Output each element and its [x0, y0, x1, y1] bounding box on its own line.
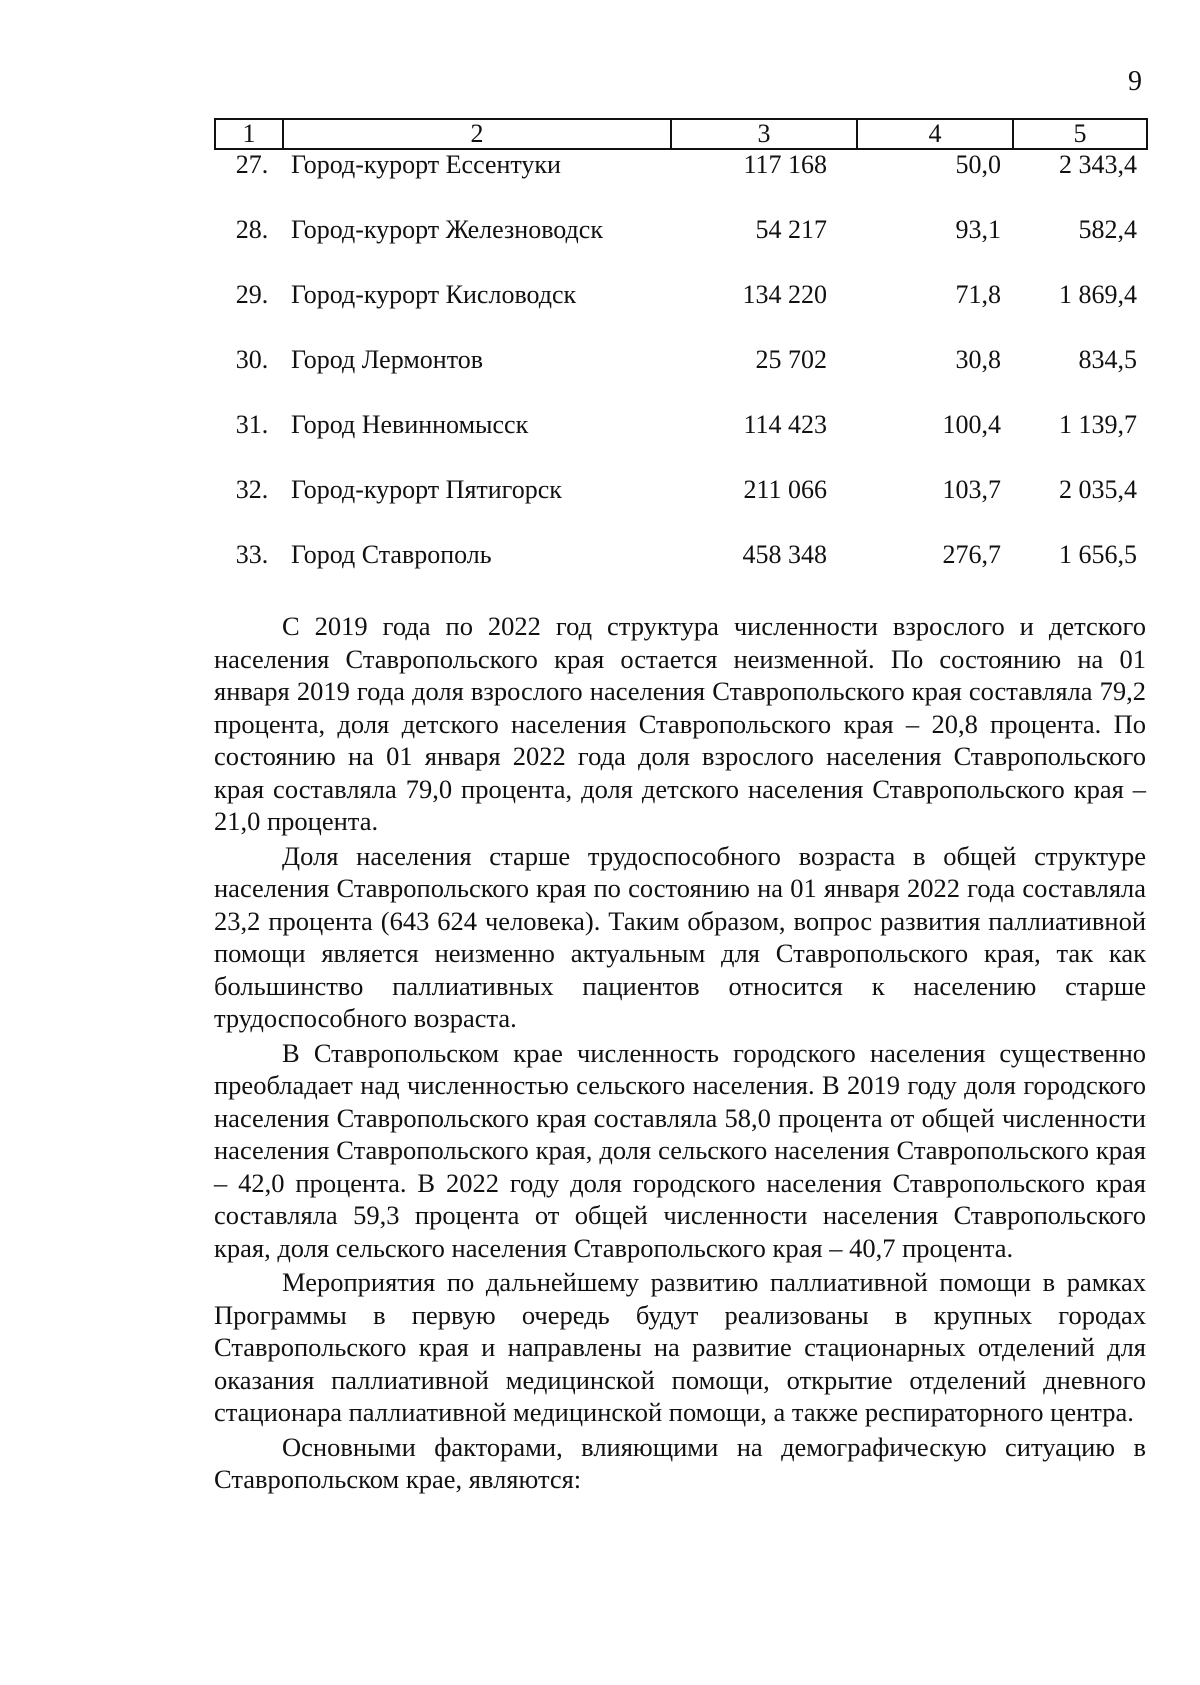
table-row — [215, 345, 1147, 410]
page-number: 9 — [1128, 66, 1142, 97]
row-number: 33. — [235, 540, 269, 569]
column-5-value: 2 343,4 — [1059, 150, 1137, 179]
column-5-value: 2 035,4 — [1059, 475, 1137, 504]
population-value: 458 348 — [742, 540, 827, 569]
column-header-2: 2 — [283, 119, 671, 149]
column-4-value: 50,0 — [955, 150, 1001, 179]
row-number: 28. — [235, 215, 269, 244]
column-4-value: 30,8 — [955, 345, 1001, 374]
population-value: 134 220 — [742, 280, 827, 309]
row-number: 31. — [235, 410, 269, 439]
column-header-4: 4 — [857, 119, 1013, 149]
column-4-value: 100,4 — [942, 410, 1001, 439]
statistics-table-container — [214, 118, 1146, 605]
population-value: 211 066 — [743, 475, 827, 504]
population-value: 54 217 — [755, 215, 827, 244]
column-4-value: 71,8 — [955, 280, 1001, 309]
column-5-value: 582,4 — [1078, 215, 1137, 244]
row-number: 30. — [235, 345, 269, 374]
paragraph-program-measures: Мероприятия по дальнейшему развитию паллиативной помощи в рамках Программы в первую очередь будут реализованы в крупных городах Ставропольского края и направлены на развитие стационарных отделений для оказания паллиативной медицинской помощи, открытие отделений дневного стационара паллиативной медицинской помощи, а также респираторного центра. — [214, 1267, 1146, 1427]
table-row — [215, 280, 1147, 345]
population-value: 114 423 — [743, 410, 827, 439]
column-5-value: 1 869,4 — [1059, 280, 1137, 309]
municipality-name: Город-курорт Железноводск — [291, 215, 603, 244]
column-header-5: 5 — [1013, 119, 1147, 149]
table-row — [215, 215, 1147, 280]
municipality-name: Город Невинномысск — [291, 410, 529, 439]
table-row — [215, 149, 1147, 215]
statistics-table — [214, 118, 1148, 605]
row-number: 32. — [235, 475, 269, 504]
population-value: 117 168 — [743, 150, 827, 179]
column-header-3: 3 — [671, 119, 857, 149]
column-5-value: 834,5 — [1078, 345, 1137, 374]
municipality-name: Город Ставрополь — [291, 540, 492, 569]
table-row — [215, 410, 1147, 475]
population-value: 25 702 — [755, 345, 827, 374]
column-4-value: 103,7 — [942, 475, 1001, 504]
row-number: 29. — [235, 280, 269, 309]
column-4-value: 93,1 — [955, 215, 1001, 244]
table-row — [215, 540, 1147, 605]
table-row — [215, 475, 1147, 540]
column-5-value: 1 656,5 — [1059, 540, 1137, 569]
body-text — [214, 610, 1146, 1498]
row-number: 27. — [235, 150, 269, 179]
municipality-name: Город-курорт Пятигорск — [291, 475, 562, 504]
municipality-name: Город-курорт Кисловодск — [291, 280, 577, 309]
paragraph-population-structure: С 2019 года по 2022 год структура численности взрослого и детского населения Ставропольского края остается неизменной. По состоянию на 01 января 2019 года доля взрослого населения Ставропольского края составляла 79,2 процента, доля детского населения Ставропольского края – 20,8 процента. По состоянию на 01 января 2022 года доля взрослого населения Ставропольского края составляла 79,0 процента, доля детского населения Ставропольского края – 21,0 процента. — [214, 611, 1146, 836]
column-4-value: 276,7 — [942, 540, 1001, 569]
municipality-name: Город Лермонтов — [291, 345, 483, 374]
paragraph-urban-rural: В Ставропольском крае численность городского населения существенно преобладает над численностью сельского населения. В 2019 году доля городского населения Ставропольского края составляла 58,0 процента от общей численности населения Ставропольского края, доля сельского населения Ставропольского края – 42,0 процента. В 2022 году доля городского населения Ставропольского края составляла 59,3 процента от общей численности населения Ставропольского края, доля сельского населения Ставропольского края – 40,7 процента. — [214, 1037, 1146, 1263]
paragraph-demographic-factors: Основными факторами, влияющими на демографическую ситуацию в Ставропольском крае, являются: — [214, 1431, 1146, 1494]
column-5-value: 1 139,7 — [1059, 410, 1137, 439]
table-header-row — [215, 119, 1147, 149]
municipality-name: Город-курорт Ессентуки — [291, 150, 561, 179]
column-header-1: 1 — [215, 119, 283, 149]
paragraph-elderly-share: Доля населения старше трудоспособного возраста в общей структуре населения Ставропольского края по состоянию на 01 января 2022 года составляла 23,2 процента (643 624 человека). Таким образом, вопрос развития паллиативной помощи является неизменно актуальным для Ставропольского края, так как большинство паллиативных пациентов относится к населению старше трудоспособного возраста. — [214, 840, 1146, 1033]
